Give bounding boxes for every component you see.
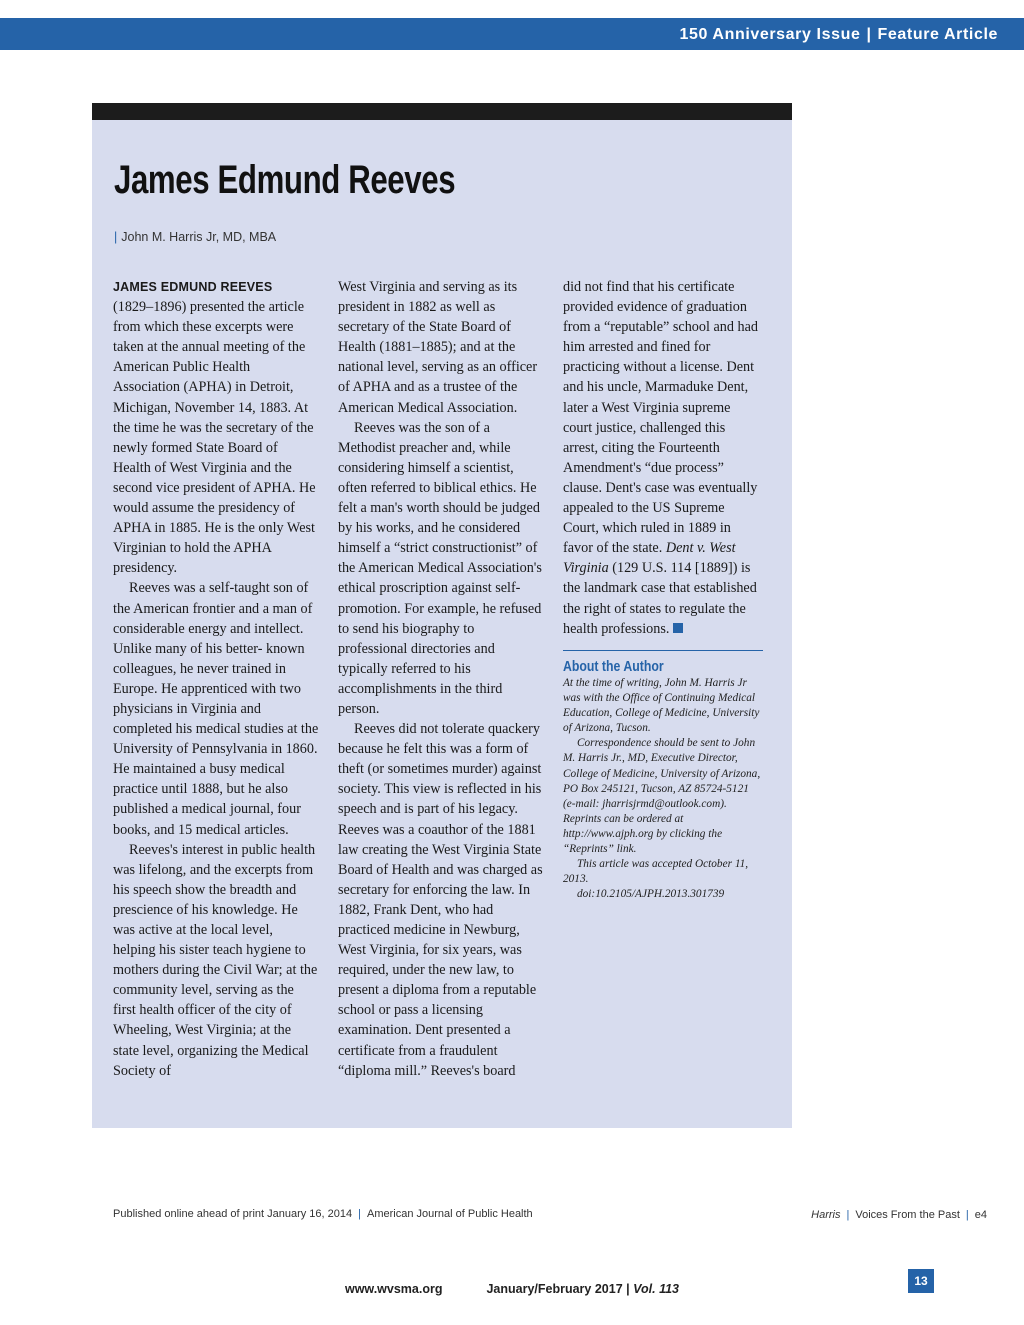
paragraph xyxy=(113,277,319,578)
top-rule xyxy=(92,103,792,120)
author-surname: Harris xyxy=(811,1209,841,1221)
paragraph: Reeves was the son of a Methodist preacher and, while considering himself a scientist, often referred to biblical ethics. He felt a man's worth should be judged by his works, and he considered himself a “strict constructionist” of the American Medical Association's ethical proscription against self-promotion. For example, he refused to send his biography to professional directories and typically referred to his accomplishments in the third person. xyxy=(338,419,542,717)
volume: Vol. 113 xyxy=(633,1282,679,1296)
byline xyxy=(114,230,276,244)
column-2 xyxy=(338,277,544,1081)
paragraph-text: (1829–1896) presented the article from which these excerpts were taken at the annual meeting of the American Public Health Association (APHA) in Detroit, Michigan, November 14, 1883. At the time he was the secretary of the newly formed State Board of Health of West Virginia and the second vice president of APHA. He would assume the presidency of APHA in 1885. He is the only West Virginian to hold the APHA presidency. xyxy=(113,299,316,577)
bottom-line xyxy=(0,1282,1024,1296)
column-3 xyxy=(563,277,763,639)
issue-date: January/February 2017 xyxy=(486,1282,623,1296)
author-name: John M. Harris Jr, MD, MBA xyxy=(121,230,277,244)
doi: doi:10.2105/AJPH.2013.301739 xyxy=(577,888,725,901)
about-author-body xyxy=(563,676,763,902)
paragraph: Reeves's interest in public health was lifelong, and the excerpts from his speech show the breadth and prescience of his knowledge. He was active at the local level, helping his sister teach hygiene to mothers during the Civil War; at the community level, serving as the first health officer of the city of Wheeling, West Virginia; at the state level, organizing the Medical Society of xyxy=(113,841,318,1079)
section-name: Voices From the Past xyxy=(855,1209,960,1221)
section-label: Feature Article xyxy=(877,26,998,43)
case-name: Dent v. West Virginia xyxy=(563,540,736,577)
journal-name: American Journal of Public Health xyxy=(366,1208,533,1220)
footer-right xyxy=(811,1209,987,1221)
column-1 xyxy=(113,277,319,1081)
article-panel xyxy=(92,103,792,1128)
header-text xyxy=(679,26,998,44)
paragraph: West Virginia and serving as its president in 1882 as well as secretary of the State Board of Health (1881–1885); and at the national level, serving as an officer of APHA and as a trustee of the American Medical Association. xyxy=(338,279,538,416)
footer-separator: | xyxy=(846,1209,850,1221)
paragraph-text: did not find that his certificate provided evidence of graduation from a “reputable” school and had him arrested and fined for practicing without a license. Dent and his uncle, Marmaduke Dent, later a West Virginia supreme court justice, challenged this arrest, citing the Fourteenth Amendment's “due process” clause. Dent's case was eventually appealed to the US Supreme Court, which ruled in 1889 in favor of the state. xyxy=(563,279,758,557)
accepted-note: This article was accepted October 11, 2013. xyxy=(563,858,749,886)
bottom-separator: | xyxy=(626,1282,630,1296)
paragraph: Reeves was a self-taught son of the American frontier and a man of considerable energy and intellect. Unlike many of his better- known colleagues, he never trained in Europe. He apprenticed with two physicians in Virginia and completed his medical studies at the University of Pennsylvania in 1860. He maintained a busy medical practice until 1888, but he also published a medical journal, four books, and 15 medical articles. xyxy=(113,580,319,838)
about-author-heading: About the Author xyxy=(563,658,664,675)
paragraph-text: (129 U.S. 114 [1889]) is the landmark case that established the right of states to regulate the health professions. xyxy=(563,560,757,637)
footer-left xyxy=(113,1208,533,1220)
paragraph: Reeves did not tolerate quackery because he felt this was a form of theft (or sometimes murder) against society. This view is reflected in his speech and is part of his legacy. Reeves was a coauthor of the 1881 law creating the West Virginia State Board of Health and was charged as secretary for enforcing the law. In 1882, Frank Dent, who had practiced medicine in Newburg, West Virginia, for six years, was required, under the new law, to present a diploma from a reputable school or pass a licensing examination. Dent presented a certificate from a fraudulent “diploma mill.” Reeves's board xyxy=(338,721,543,1079)
issue-label: 150 Anniversary Issue xyxy=(679,26,861,43)
website: www.wvsma.org xyxy=(344,1282,443,1296)
footer-separator: | xyxy=(965,1209,969,1221)
page-number-badge: 13 xyxy=(908,1269,934,1293)
header-separator: | xyxy=(866,26,872,43)
end-mark-icon xyxy=(673,623,683,633)
journal-page: e4 xyxy=(974,1209,987,1221)
correspondence-note: Correspondence should be sent to John M. Harris Jr., MD, Executive Director, College of Medicine, University of Arizona, PO Box 245121, Tucson, AZ 85724-5121 (e-mail: jharrisjrmd@outlook.com). Reprints can be ordered at http://www.ajph.org by clicking the “Reprints” link. xyxy=(563,737,761,856)
byline-bar: | xyxy=(114,230,118,244)
lead-in: JAMES EDMUND REEVES xyxy=(113,280,273,294)
author-note: At the time of writing, John M. Harris Jr was with the Office of Continuing Medical Education, College of Medicine, University of Arizona, Tucson. xyxy=(563,677,760,735)
author-divider xyxy=(563,650,763,651)
paragraph xyxy=(563,277,763,639)
article-title: James Edmund Reeves xyxy=(114,158,456,202)
header-bar xyxy=(0,18,1024,50)
footer-separator: | xyxy=(358,1208,361,1220)
published-date: Published online ahead of print January 16, 2014 xyxy=(113,1208,353,1220)
